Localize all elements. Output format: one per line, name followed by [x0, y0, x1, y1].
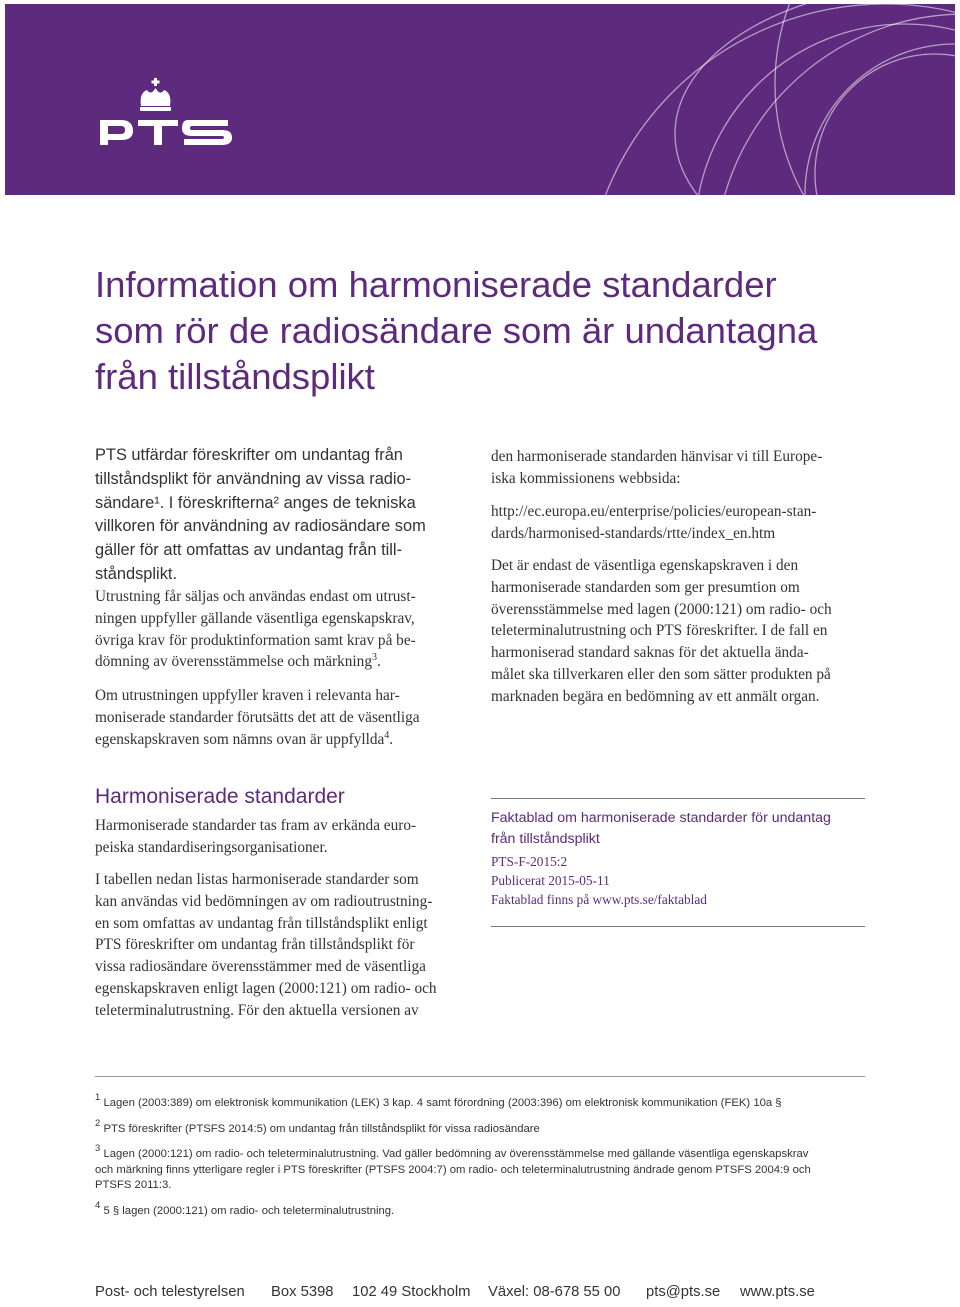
footnote-text: PTS föreskrifter (PTSFS 2014:5) om undantag från tillståndsplikt för vissa radiosändare — [103, 1122, 540, 1135]
footnote-1 — [95, 1092, 865, 1112]
title-line: Information om harmoniserade standarder — [95, 264, 777, 305]
page-title — [95, 262, 915, 400]
requirements-paragraph — [95, 586, 475, 673]
para-line: peiska standardiseringsorganisationer. — [95, 838, 328, 856]
footnote-3 — [95, 1143, 865, 1194]
para-end: . — [376, 653, 381, 671]
presumption-paragraph — [491, 555, 871, 708]
footer-web[interactable]: www.pts.se — [740, 1284, 815, 1300]
factsheet-id: PTS-F-2015:2 — [491, 854, 568, 869]
header-banner — [5, 4, 955, 195]
commission-reference-paragraph — [491, 446, 871, 490]
para-line: Om utrustningen uppfyller kraven i relevanta har- — [95, 687, 400, 704]
footnote-text: 5 § lagen (2000:121) om radio- och teleterminalutrustning. — [103, 1204, 395, 1217]
footnote-number: 2 — [95, 1117, 101, 1129]
footer-email[interactable]: pts@pts.se — [646, 1284, 721, 1300]
footnote-4 — [95, 1199, 865, 1220]
footnote-number: 1 — [95, 1092, 101, 1104]
para-line: harmoniserade standarden som ger presumtion om — [491, 578, 800, 596]
footnote-ref: 3 — [371, 652, 377, 664]
para-line: kan användas vid bedömningen av om radioutrustning- — [95, 892, 433, 910]
para-line: marknaden begära en bedömning av ett anmält organ. — [491, 687, 820, 705]
para-line: Det är endast de väsentliga egenskapskraven i den — [491, 557, 799, 574]
para-line: egenskapskraven enligt lagen (2000:121) om radio- och — [95, 979, 437, 997]
para-end: . — [389, 730, 394, 748]
para-line: iska kommissionens webbsida: — [491, 469, 681, 487]
pts-wordmark — [95, 76, 245, 156]
section-paragraph-1 — [95, 815, 475, 859]
footnote-line: och märkning finns ytterligare regler i PTS föreskrifter (PTSFS 2004:7) om radio- och teleterminalutrustning ändrade genom PTSFS 2004:9 och — [95, 1163, 811, 1176]
para-line: övriga krav för produktinformation samt krav på be- — [95, 631, 416, 649]
para-line: teleterminalutrustning. För den aktuella versionen av — [95, 1001, 419, 1019]
para-line: Harmoniserade standarder tas fram av erkända euro- — [95, 817, 417, 834]
footer-phone: Växel: 08-678 55 00 — [488, 1284, 621, 1300]
footnote-number: 3 — [95, 1143, 101, 1155]
para-text: dömning av överensstämmelse och märkning — [95, 653, 372, 671]
footnote-divider — [95, 1076, 865, 1077]
intro-line: PTS utfärdar föreskrifter om undantag från — [95, 446, 403, 464]
para-line: Utrustning får säljas och användas endast om utrust- — [95, 588, 416, 605]
para-line — [95, 729, 475, 751]
footnote-line — [95, 1117, 865, 1138]
intro-line: tillståndsplikt för användning av vissa radio- — [95, 469, 412, 488]
intro-line: villkoren för användning av radiosändare som — [95, 517, 426, 536]
footnote-line — [95, 1199, 865, 1220]
para-line: harmoniserad standard saknas för det aktuella ända- — [491, 644, 809, 662]
factsheet-meta — [491, 852, 865, 909]
intro-line: ståndsplikt. — [95, 564, 177, 583]
intro-line: sändare¹. I föreskrifterna² anges de tekniska — [95, 493, 416, 512]
page-footer — [95, 1284, 875, 1306]
title-line: från tillståndsplikt — [95, 356, 375, 397]
factsheet-published: Publicerat 2015-05-11 — [491, 873, 610, 888]
footnote-line — [95, 1143, 865, 1163]
para-line: ningen uppfyller gällande väsentliga egenskapskrav, — [95, 609, 415, 627]
footnote-text: Lagen (2003:389) om elektronisk kommunikation (LEK) 3 kap. 4 samt förordning (2003:396) om elektronisk kommunikation (FEK) 10a § — [103, 1097, 782, 1109]
footnote-line: PTSFS 2011:3. — [95, 1179, 172, 1191]
para-text: egenskapskraven som nämns ovan är uppfyllda — [95, 730, 385, 748]
para-line — [95, 651, 475, 673]
factsheet-box — [491, 798, 865, 927]
commission-url[interactable] — [491, 501, 871, 545]
section-paragraph-2 — [95, 869, 475, 1022]
conformity-paragraph — [95, 685, 475, 750]
title-line: som rör de radiosändare som är undantagna — [95, 310, 818, 351]
para-line: moniserade standarder förutsätts det att de väsentliga — [95, 708, 420, 726]
para-line: överensstämmelse med lagen (2000:121) om radio- och — [491, 600, 832, 618]
para-line: vissa radiosändare överensstämmer med de väsentliga — [95, 958, 426, 976]
para-line: teleterminalutrustning och PTS föreskrifter. I de fall en — [491, 622, 828, 640]
factsheet-title — [491, 808, 865, 849]
para-line: målet ska tillverkaren eller den som sätter produkten på — [491, 665, 831, 683]
pts-logo — [95, 76, 245, 156]
section-heading: Harmoniserade standarder — [95, 785, 345, 808]
footnote-text: Lagen (2000:121) om radio- och teleterminalutrustning. Vad gäller bedömning av överensstämmelse med gällande väsentliga egenskapskrav — [103, 1148, 809, 1160]
para-line: PTS föreskrifter om undantag från tillståndsplikt för — [95, 936, 415, 954]
intro-paragraph — [95, 444, 465, 587]
para-line: den harmoniserade standarden hänvisar vi till Europe- — [491, 448, 823, 465]
footer-postal: 102 49 Stockholm — [352, 1284, 471, 1300]
footer-org: Post- och telestyrelsen — [95, 1284, 245, 1300]
factsheet-available[interactable]: Faktablad finns på www.pts.se/faktablad — [491, 892, 707, 907]
factsheet-title-line: från tillståndsplikt — [491, 830, 600, 847]
intro-line: gäller för att omfattas av undantag från till- — [95, 541, 403, 560]
footer-box: Box 5398 — [271, 1284, 334, 1300]
footnote-number: 4 — [95, 1199, 101, 1211]
footnotes — [95, 1092, 865, 1229]
footnote-line — [95, 1092, 865, 1112]
para-line: I tabellen nedan listas harmoniserade standarder som — [95, 871, 419, 888]
footnote-2 — [95, 1117, 865, 1138]
url-line[interactable]: http://ec.europa.eu/enterprise/policies/european-stan- — [491, 503, 817, 520]
footnote-ref: 4 — [384, 729, 390, 741]
factsheet-title-line: Faktablad om harmoniserade standarder för undantag — [491, 810, 831, 826]
url-line[interactable]: dards/harmonised-standards/rtte/index_en.htm — [491, 524, 776, 542]
para-line: en som omfattas av undantag från tillståndsplikt enligt — [95, 914, 428, 932]
